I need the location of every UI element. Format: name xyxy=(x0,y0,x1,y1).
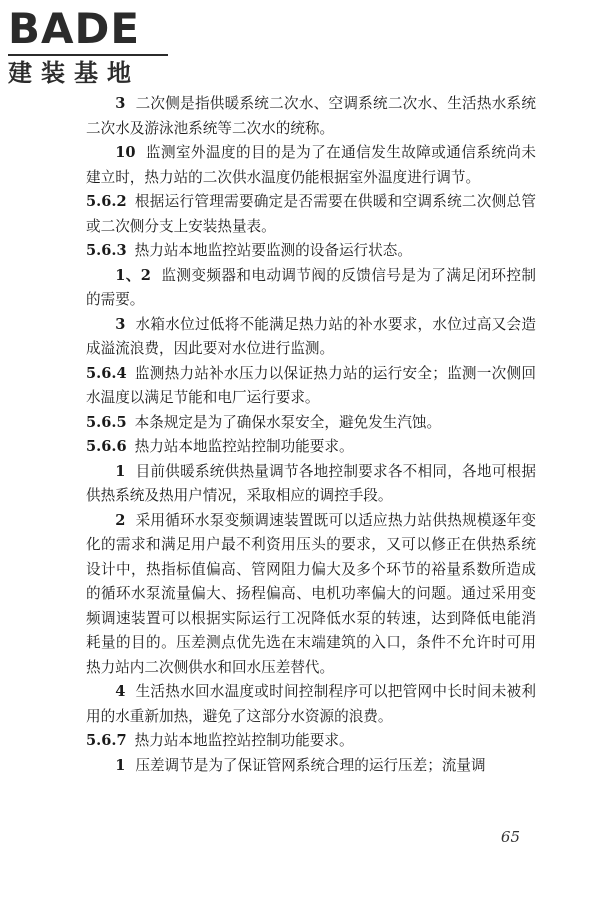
section-number: 5.6.6 xyxy=(86,438,127,455)
paragraph-text: 热力站本地监控站控制功能要求。 xyxy=(134,732,354,749)
paragraph-text: 目前供暖系统供热量调节各地控制要求各不相同，各地可根据供热系统及热用户情况，采取相应的调控手段。 xyxy=(86,462,536,504)
item-paragraph xyxy=(86,264,536,313)
paragraph-text: 水箱水位过低将不能满足热力站的补水要求，水位过高又会造成溢流浪费，因此要对水位进行监测。 xyxy=(86,315,536,357)
section-number: 5.6.4 xyxy=(86,364,127,382)
item-paragraph xyxy=(86,754,536,779)
paragraph-text: 压差调节是为了保证管网系统合理的运行压差；流量调 xyxy=(135,756,486,774)
paragraph-text: 二次侧是指供暖系统二次水、空调系统二次水、生活热水系统二次水及游泳池系统等二次水的统称。 xyxy=(86,95,536,137)
item-paragraph xyxy=(86,313,536,362)
item-number: 1、2 xyxy=(115,266,151,284)
section-number: 5.6.7 xyxy=(86,732,127,749)
item-number: 3 xyxy=(115,95,126,112)
logo-wordmark xyxy=(8,6,178,52)
section-number: 5.6.5 xyxy=(86,413,127,431)
section-number: 5.6.3 xyxy=(86,242,127,259)
logo-divider xyxy=(8,54,168,56)
paragraph-text: 监测变频器和电动调节阀的反馈信号是为了满足闭环控制的需要。 xyxy=(86,266,536,308)
paragraph-text: 热力站本地监控站要监测的设备运行状态。 xyxy=(134,242,412,259)
paragraph-text: 本条规定是为了确保水泵安全，避免发生汽蚀。 xyxy=(134,413,442,431)
paragraph-text: 监测热力站补水压力以保证热力站的运行安全；监测一次侧回水温度以满足节能和电厂运行要求。 xyxy=(86,364,536,406)
item-number: 1 xyxy=(115,462,126,480)
document-body xyxy=(86,92,536,778)
section-paragraph xyxy=(86,435,536,460)
paragraph-text: 根据运行管理需要确定是否需要在供暖和空调系统二次侧总管或二次侧分支上安装热量表。 xyxy=(86,193,536,235)
item-number: 10 xyxy=(115,144,136,161)
section-number: 5.6.2 xyxy=(86,193,127,210)
logo-wordmark-text: BADE xyxy=(8,4,141,53)
section-paragraph xyxy=(86,411,536,436)
item-number: 1 xyxy=(115,756,126,774)
section-paragraph xyxy=(86,239,536,264)
item-number: 2 xyxy=(115,511,126,529)
paragraph-text: 监测室外温度的目的是为了在通信发生故障或通信系统尚未建立时，热力站的二次供水温度仍能根据室外温度进行调节。 xyxy=(86,144,536,186)
section-paragraph xyxy=(86,190,536,239)
item-paragraph xyxy=(86,92,536,141)
section-paragraph xyxy=(86,729,536,754)
item-number: 4 xyxy=(115,683,126,700)
item-number: 3 xyxy=(115,315,126,333)
paragraph-text: 生活热水回水温度或时间控制程序可以把管网中长时间未被利用的水重新加热，避免了这部分水资源的浪费。 xyxy=(86,683,536,725)
paragraph-text: 热力站本地监控站控制功能要求。 xyxy=(134,438,354,455)
section-paragraph xyxy=(86,362,536,411)
page-number: 65 xyxy=(500,828,520,846)
item-paragraph xyxy=(86,141,536,190)
brand-logo xyxy=(8,6,178,88)
item-paragraph xyxy=(86,680,536,729)
logo-subtitle: 建装基地 xyxy=(8,59,140,87)
paragraph-text: 采用循环水泵变频调速装置既可以适应热力站供热规模逐年变化的需求和满足用户最不利资用压头的要求，又可以修正在供热系统设计中，热指标值偏高、管网阻力偏大及多个环节的裕量系数所造成的循环水泵流量偏大、扬程偏高、电机功率偏大的问题。通过采用变频调速装置可以根据实际运行工况降低水泵的转速，达到降低电能消耗量的目的。压差测点优先选在末端建筑的入口，条件不允许时可用热力站内二次侧供水和回水压差替代。 xyxy=(86,511,536,676)
item-paragraph xyxy=(86,509,536,681)
item-paragraph xyxy=(86,460,536,509)
